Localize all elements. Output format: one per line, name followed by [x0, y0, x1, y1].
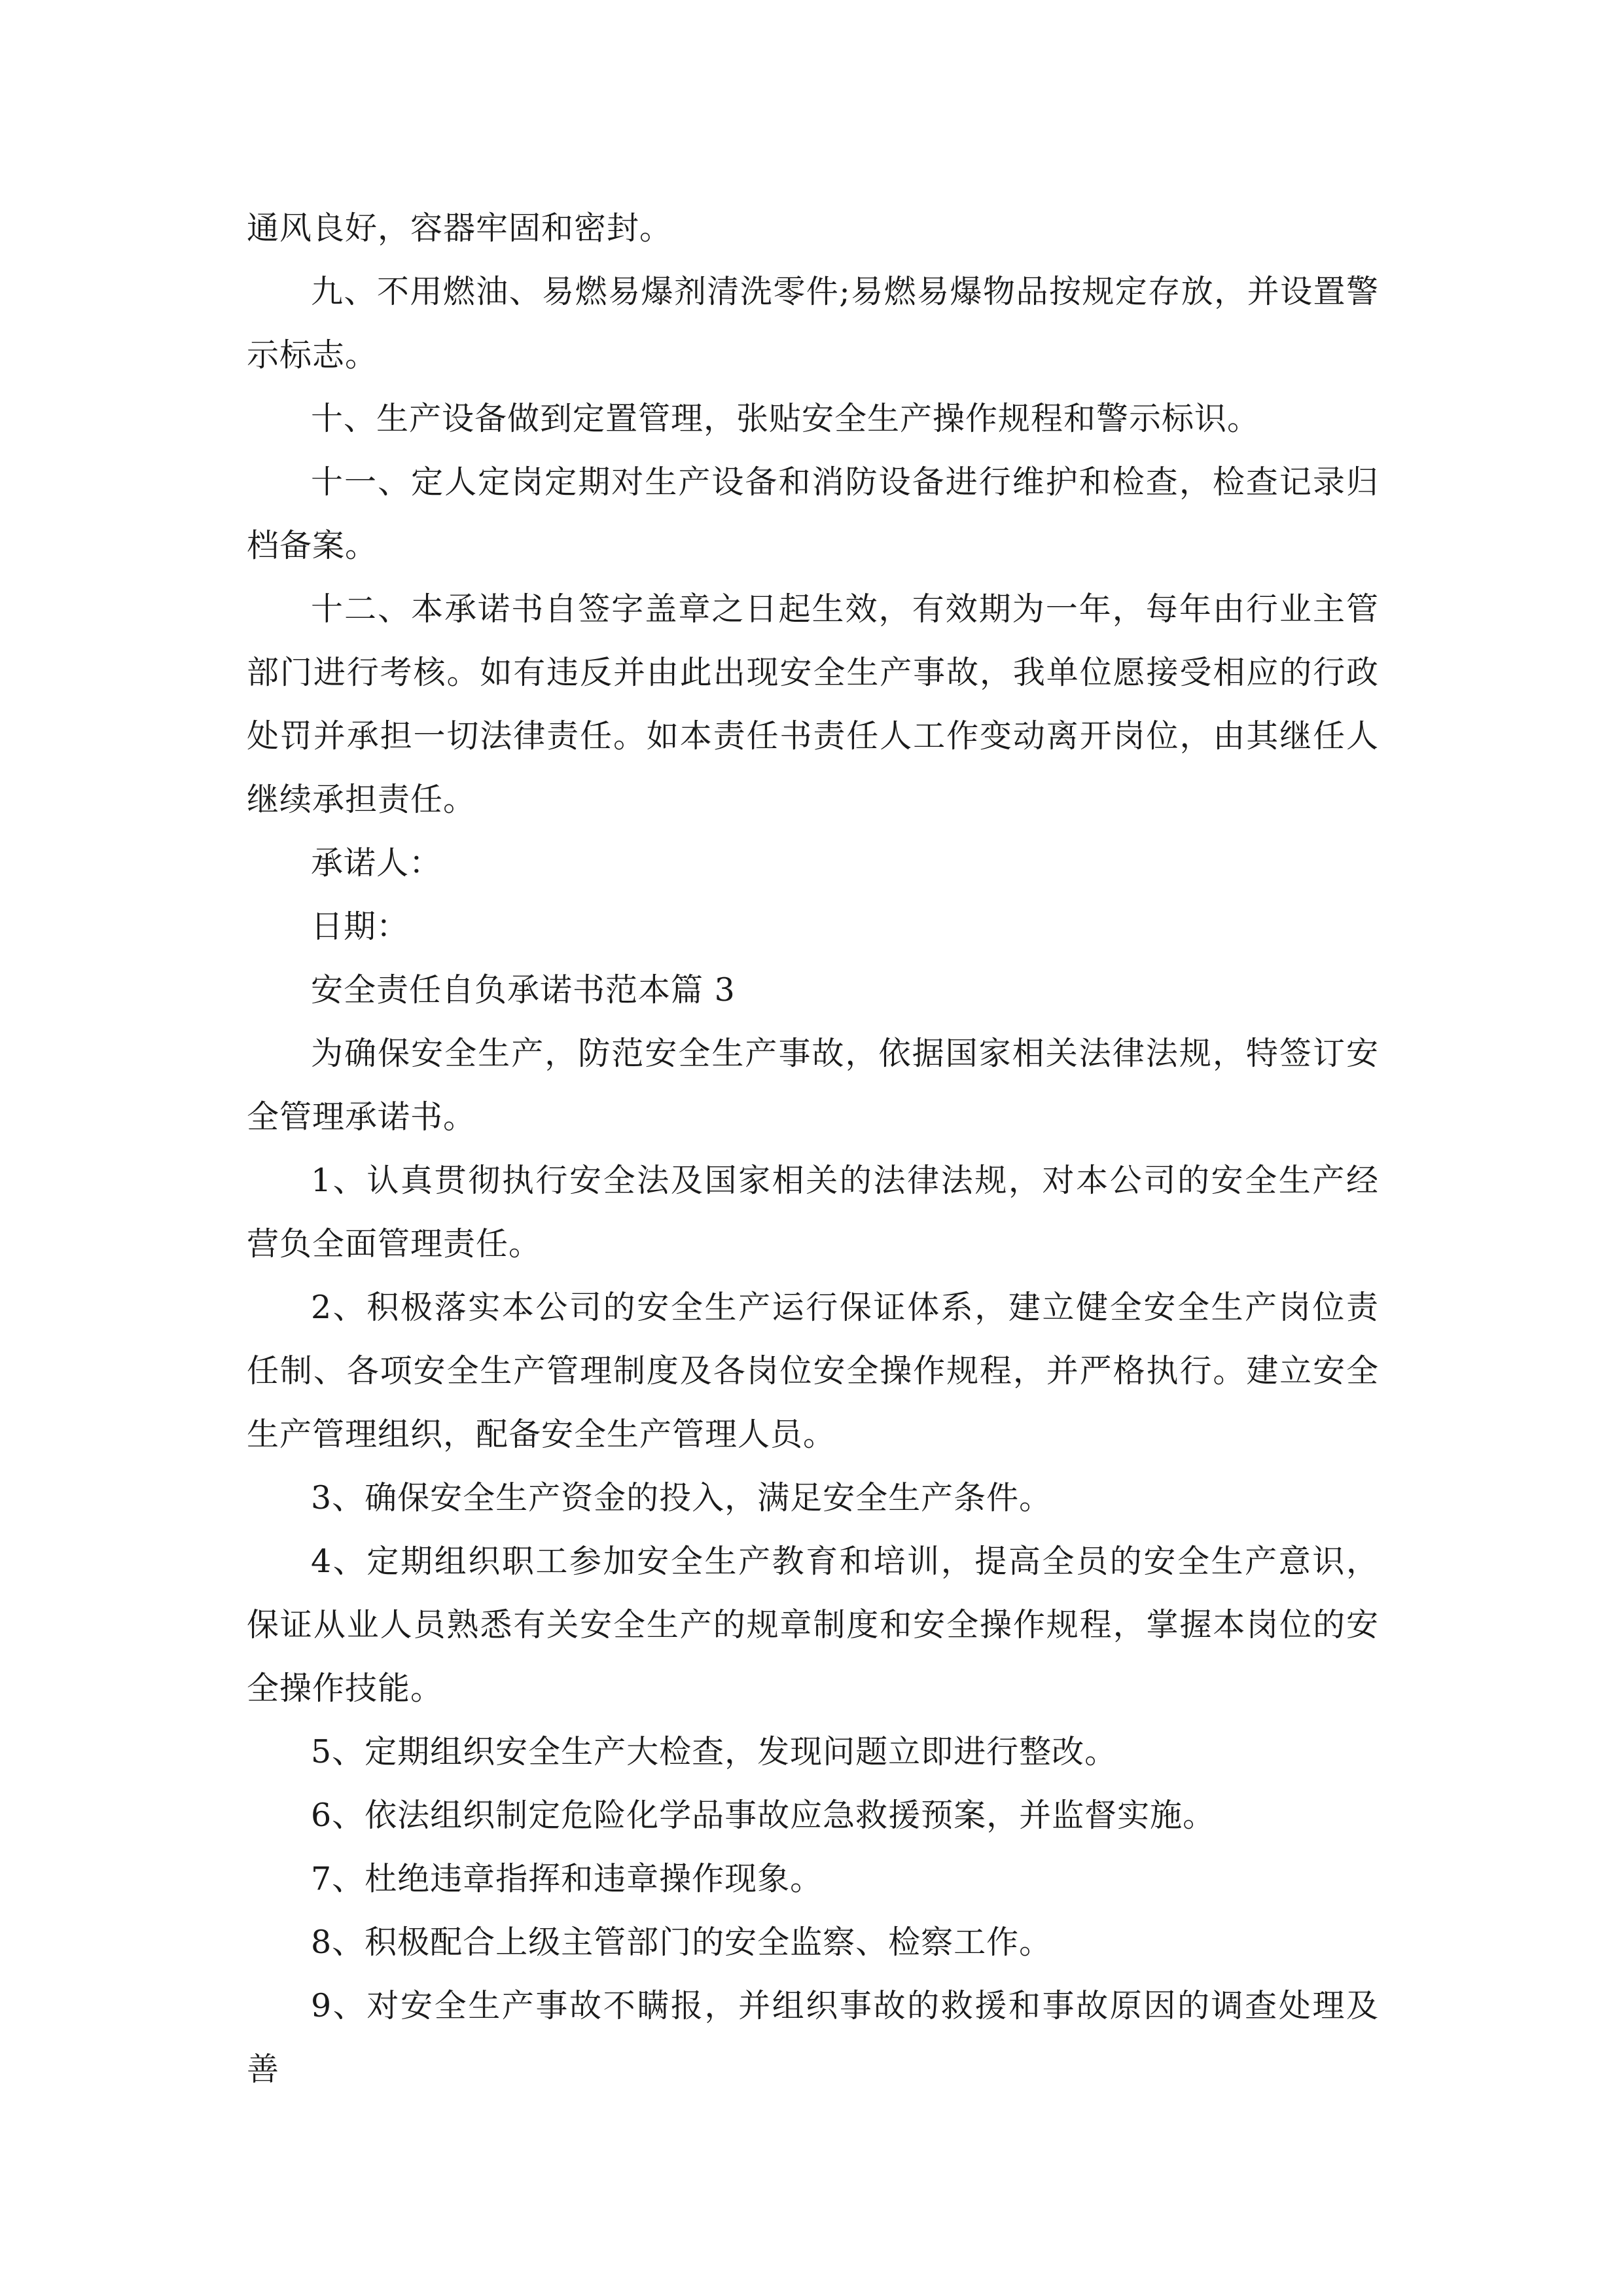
date-label: 日期：: [311, 908, 410, 945]
list-item-1: 1、认真贯彻执行安全法及国家相关的法律法规，对本公司的安全生产经营负全面管理责任。: [247, 1162, 1379, 1263]
list-item-3: 3、确保安全生产资金的投入，满足安全生产条件。: [311, 1479, 1052, 1516]
intro-paragraph: 为确保安全生产，防范安全生产事故，依据国家相关法律法规，特签订安全管理承诺书。: [247, 1035, 1379, 1136]
list-item-2: 2、积极落实本公司的安全生产运行保证体系，建立健全安全生产岗位责任制、各项安全生产管理制度及各岗位安全操作规程，并严格执行。建立安全生产管理组织，配备安全生产管理人员。: [247, 1289, 1379, 1453]
signatory-label: 承诺人：: [311, 844, 442, 882]
paragraph-item-10: 十、生产设备做到定置管理，张贴安全生产操作规程和警示标识。: [311, 400, 1260, 437]
paragraph-item-9: 九、不用燃油、易燃易爆剂清洗零件;易燃易爆物品按规定存放，并设置警示标志。: [247, 273, 1379, 374]
list-item-4: 4、定期组织职工参加安全生产教育和培训，提高全员的安全生产意识，保证从业人员熟悉有关安全生产的规章制度和安全操作规程，掌握本岗位的安全操作技能。: [247, 1543, 1379, 1707]
paragraph-continuation: 通风良好，容器牢固和密封。: [247, 209, 673, 247]
section-title: 安全责任自负承诺书范本篇 3: [311, 971, 736, 1009]
list-item-5: 5、定期组织安全生产大检查，发现问题立即进行整改。: [311, 1733, 1118, 1770]
paragraph-item-11: 十一、定人定岗定期对生产设备和消防设备进行维护和检查，检查记录归档备案。: [247, 463, 1379, 564]
paragraph-item-12: 十二、本承诺书自签字盖章之日起生效，有效期为一年，每年由行业主管部门进行考核。如有违反并由此出现安全生产事故，我单位愿接受相应的行政处罚并承担一切法律责任。如本责任书责任人工作变动离开岗位，由其继任人继续承担责任。: [247, 590, 1379, 818]
document-body: [247, 196, 1379, 2101]
list-item-9: 9、对安全生产事故不瞒报，并组织事故的救援和事故原因的调查处理及善: [247, 1987, 1379, 2088]
list-item-7: 7、杜绝违章指挥和违章操作现象。: [311, 1860, 823, 1897]
list-item-6: 6、依法组织制定危险化学品事故应急救援预案，并监督实施。: [311, 1797, 1216, 1834]
list-item-8: 8、积极配合上级主管部门的安全监察、检察工作。: [311, 1924, 1052, 1961]
